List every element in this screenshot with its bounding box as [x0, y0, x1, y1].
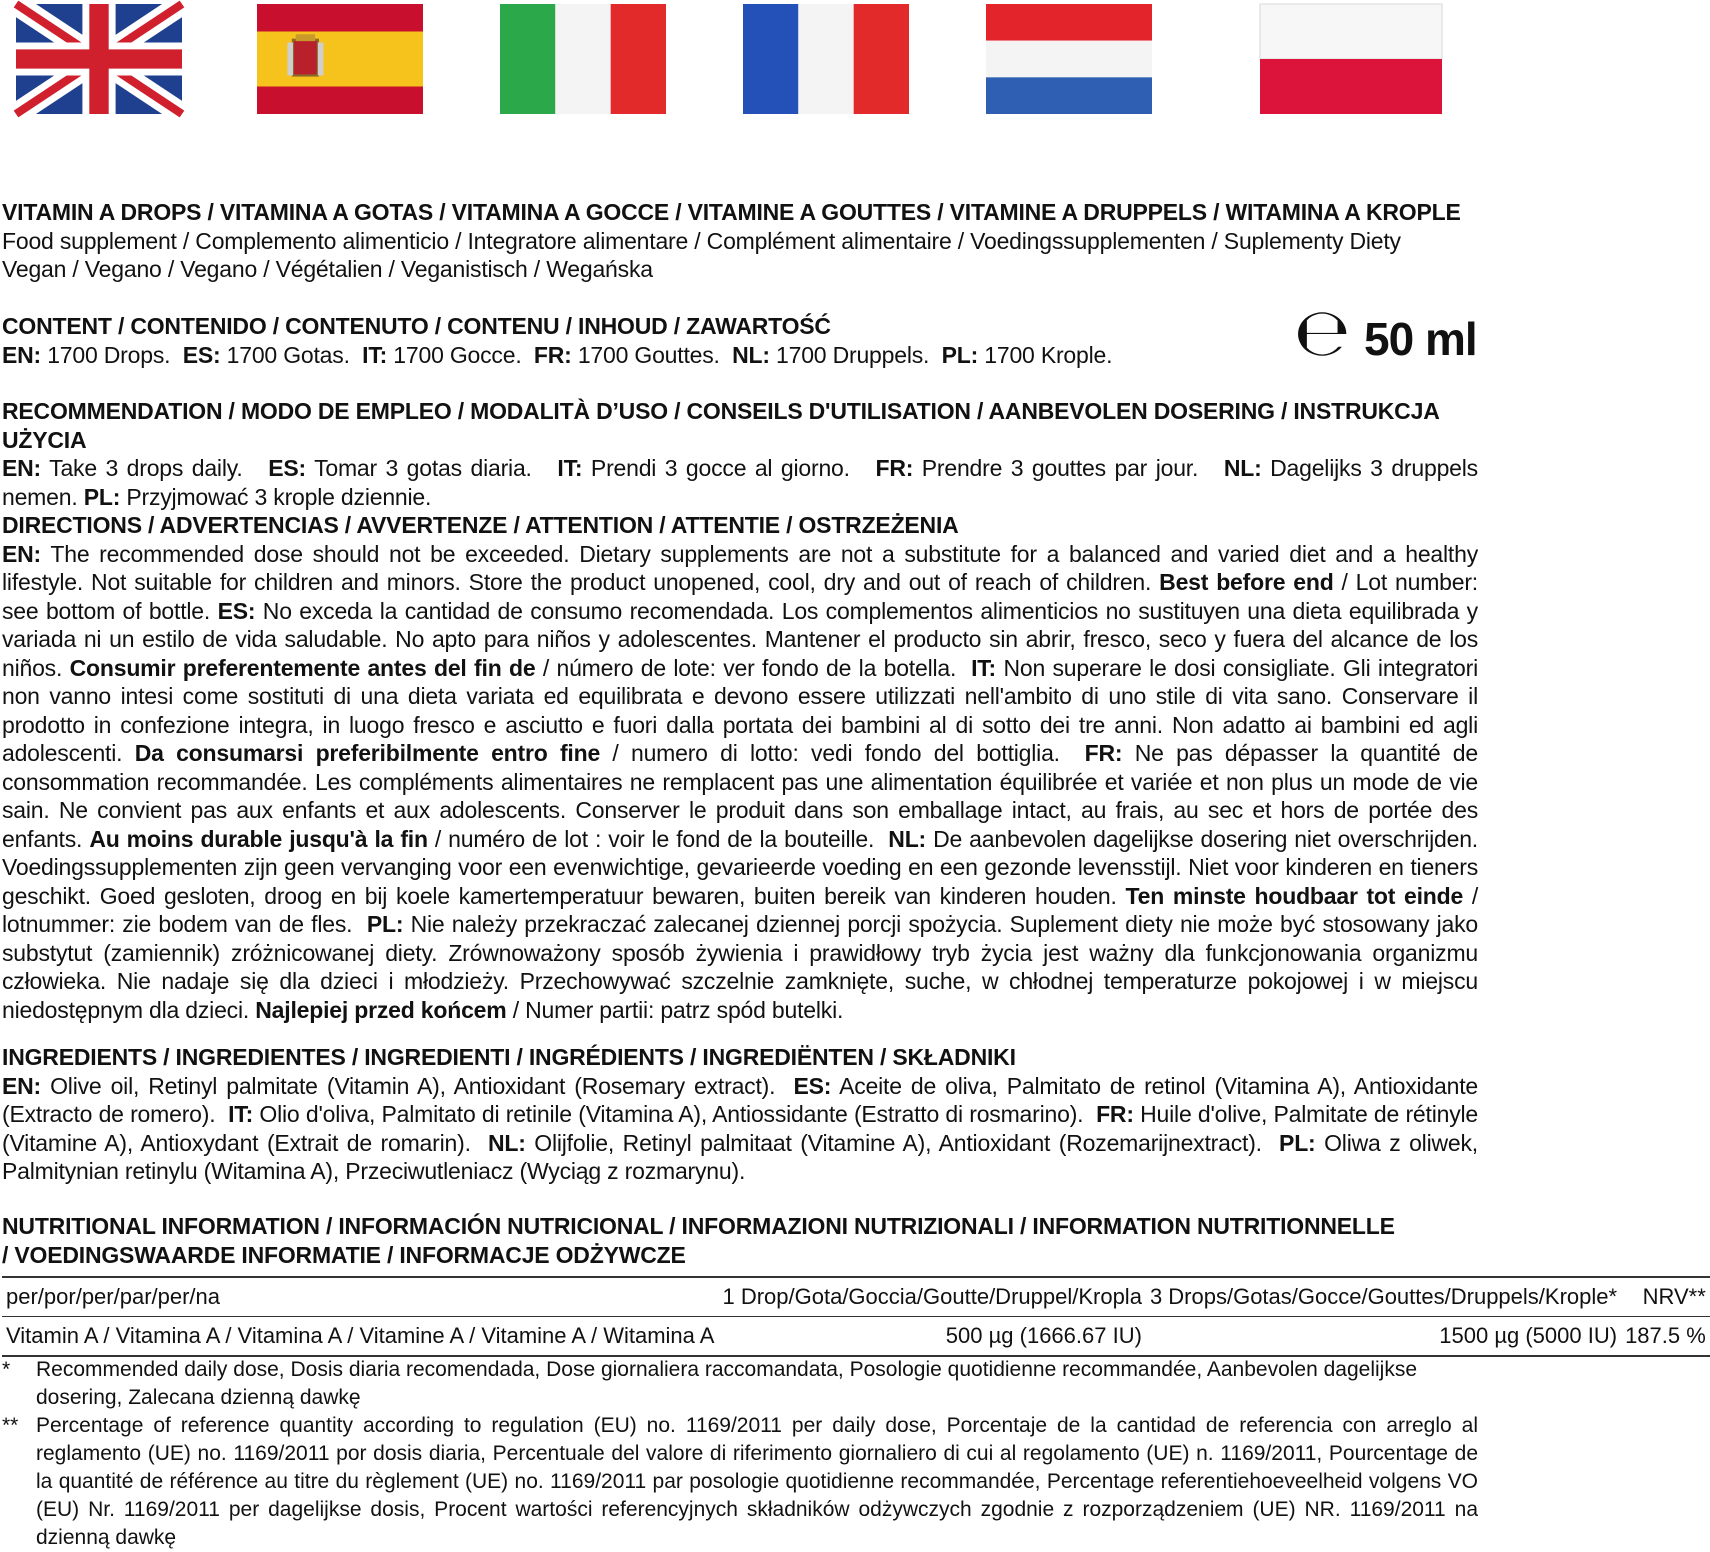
uk-flag: [16, 4, 182, 114]
content-heading: CONTENT / CONTENIDO / CONTENUTO / CONTENU / INHOUD / ZAWARTOŚĆ: [2, 313, 831, 339]
col-per-3-drops: 3 Drops/Gotas/Gocce/Gouttes/Druppels/Krople*: [1146, 1277, 1621, 1317]
recommendation-text: EN: Take 3 drops daily. ES: Tomar 3 gotas diaria. IT: Prendi 3 gocce al giorno. FR: Prendre 3 gouttes par jour. NL: Dagelijks 3 druppels nemen. PL: Przyjmować 3 krople dziennie.: [2, 455, 1478, 510]
poland-flag: [1260, 4, 1442, 114]
volume-label: 50 ml: [1364, 313, 1477, 365]
vegan-line: Vegan / Vegano / Vegano / Végétalien / Veganistisch / Wegańska: [2, 256, 653, 282]
content-section: [2, 312, 1282, 369]
content-text: EN: 1700 Drops. ES: 1700 Gotas. IT: 1700 Gocce. FR: 1700 Gouttes. NL: 1700 Druppels. PL: 1700 Krople.: [2, 341, 1113, 368]
nutrition-section: [2, 1212, 1402, 1269]
directions-heading: DIRECTIONS / ADVERTENCIAS / AVVERTENZE / ATTENTION / ATTENTIE / OSTRZEŻENIA: [2, 512, 959, 538]
nutrient-name: Vitamin A / Vitamina A / Vitamina A / Vitamine A / Vitamine A / Witamina A: [2, 1317, 718, 1357]
spain-flag: [257, 4, 423, 114]
directions-text: EN: The recommended dose should not be exceeded. Dietary supplements are not a substitute for a balanced and varied diet and a healthy lifestyle. Not suitable for children and minors. Store the product unopened, cool, dry and out of reach of children. Best before end / Lot number: see bottom of bottle. ES: No exceda la cantidad de consumo recomendada. Los complementos alimenticios no sustituyen una dieta equilibrada y variada ni un estilo de vida saludable. No apto para niños y adolescentes. Mantener el producto sin abrir, fresco, seco y fuera del alcance de los niños. Consumir preferentemente antes del fin de / número de lote: ver fondo de la botella. IT: Non superare le dosi consigliate. Gli integratori non vanno intesi come sostituti di una dieta variata ed equilibrata e devono essere utilizzati nell'ambito di uno stile di vita sano. Conservare il prodotto in confezione integra, in luogo fresco e asciutto e fuori dalla portata dei bambini al di sotto dei tre anni. Non adatto ai bambini ed agli adolescenti. Da consumarsi preferibilmente entro fine / numero di lotto: vedi fondo del bottiglia. FR: Ne pas dépasser la quantité de consommation recommandée. Les compléments alimentaires ne remplacent pas une alimentation équilibrée et variée et non plus un mode de vie sain. Ne convient pas aux enfants et aux adolescents. Conserver le produit dans son emballage intact, au frais, au sec et hors de portée des enfants. Au moins durable jusqu'à la fin / numéro de lot : voir le fond de la bouteille. NL: De aanbevolen dagelijkse dosering niet overschrijden. Voedingssupplementen zijn geen vervanging voor een evenwichtige, gevarieerde voeding en een gezonde levensstijl. Niet voor kinderen en tieners geschikt. Goed gesloten, droog en bij koele kamertemperatuur bewaren, buiten bereik van kinderen houden. Ten minste houdbaar tot einde / lotnummer: zie bodem van de fles. PL: Nie należy przekraczać zalecanej dziennej porcji spożycia. Suplement diety nie może być stosowany jako substytut (zamiennik) zróżnicowanej diety. Zrównoważony sposób żywienia i prawidłowy tryb życia jest ważny dla funkcjonowania organizmu człowieka. Nie nadaje się dla dzieci i młodzieży. Przechowywać szczelnie zamknięte, suche, w chłodnej temperaturze pokojowej i w miejscu niedostępnym dla dzieci. Najlepiej przed końcem / Numer partii: patrz spód butelki.: [2, 540, 1479, 1023]
col-nrv: NRV**: [1621, 1277, 1710, 1317]
nutrient-nrv: 187.5 %: [1621, 1317, 1710, 1357]
col-per-drop: 1 Drop/Gota/Goccia/Goutte/Druppel/Kropla: [718, 1277, 1145, 1317]
recommendation-heading: RECOMMENDATION / MODO DE EMPLEO / MODALITÀ D’USO / CONSEILS D'UTILISATION / AANBEVOLEN DOSERING / INSTRUKCJA UŻYCIA: [2, 398, 1439, 453]
nutrition-table: [2, 1276, 1710, 1357]
nutrient-per-3-drops: 1500 µg (5000 IU): [1146, 1317, 1621, 1357]
france-flag: [743, 4, 909, 114]
ingredients-heading: INGREDIENTS / INGREDIENTES / INGREDIENTI / INGRÉDIENTS / INGREDIËNTEN / SKŁADNIKI: [2, 1044, 1016, 1070]
nutrition-heading: NUTRITIONAL INFORMATION / INFORMACIÓN NUTRICIONAL / INFORMAZIONI NUTRIZIONALI / INFORMATION NUTRITIONNELLE / VOEDINGSWAARDE INFORMATIE / INFORMACJE ODŻYWCZE: [2, 1213, 1395, 1268]
product-title: VITAMIN A DROPS / VITAMINA A GOTAS / VITAMINA A GOCCE / VITAMINE A GOUTTES / VITAMINE A DRUPPELS / WITAMINA A KROPLE: [2, 199, 1461, 225]
flag-bar: [0, 0, 1480, 120]
volume-mark: [1294, 294, 1478, 371]
nutrition-header-row: [2, 1277, 1710, 1317]
netherlands-flag: [986, 4, 1152, 114]
footnote-1: * Recommended daily dose, Dosis diaria recomendada, Dose giornaliera raccomandata, Posologie quotidienne recommandée, Aanbevolen dagelijkse dosering, Zalecana dzienną dawkę: [2, 1358, 1417, 1409]
product-subtitle: Food supplement / Complemento alimenticio / Integratore alimentare / Complément alimentaire / Voedingssupplementen / Suplementy Diety: [2, 227, 1401, 254]
footnotes: [2, 1356, 1478, 1552]
table-row: [2, 1317, 1710, 1357]
col-per: per/por/per/par/per/na: [2, 1277, 718, 1317]
estimated-sign-icon: ℮: [1294, 294, 1351, 371]
directions-section: [2, 511, 1478, 1024]
ingredients-text: EN: Olive oil, Retinyl palmitate (Vitamin A), Antioxidant (Rosemary extract). ES: Aceite de oliva, Palmitato de retinol (Vitamina A), Antioxidante (Extracto de romero). IT: Olio d'oliva, Palmitato di retinile (Vitamina A), Antiossidante (Estratto di rosmarino). FR: Huile d'olive, Palmitate de rétinyle (Vitamine A), Antioxydant (Extrait de romarin). NL: Olijfolie, Retinyl palmitaat (Vitamine A), Antioxidant (Rozemarijnextract). PL: Oliwa z oliwek, Palmitynian retinylu (Witamina A), Przeciwutleniacz (Wyciąg z rozmarynu).: [2, 1072, 1478, 1184]
ingredients-section: [2, 1043, 1478, 1186]
nutrient-per-drop: 500 µg (1666.67 IU): [718, 1317, 1145, 1357]
footnote-2: ** Percentage of reference quantity according to regulation (EU) no. 1169/2011 per daily dose, Porcentaje de la cantidad de referencia con arreglo al reglamento (UE) no. 1169/2011 por dosis diaria, Percentuale del valore di riferimento giornaliero di cui al regolamento (UE) n. 1169/2011, Pourcentage de la quantité de référence au titre du règlement (UE) no. 1169/2011 par posologie quotidienne recommandée, Percentage referentiehoeveelheid volgens VO (EU) Nr. 1169/2011 per dagelijkse dosis, Procent wartości referencyjnych składników odżywczych zgodnie z rozporządzeniem (UE) NR. 1169/2011 na dzienną dawkę: [2, 1414, 1478, 1549]
title-section: [2, 198, 1478, 284]
italy-flag: [500, 4, 666, 114]
recommendation-section: [2, 397, 1478, 511]
